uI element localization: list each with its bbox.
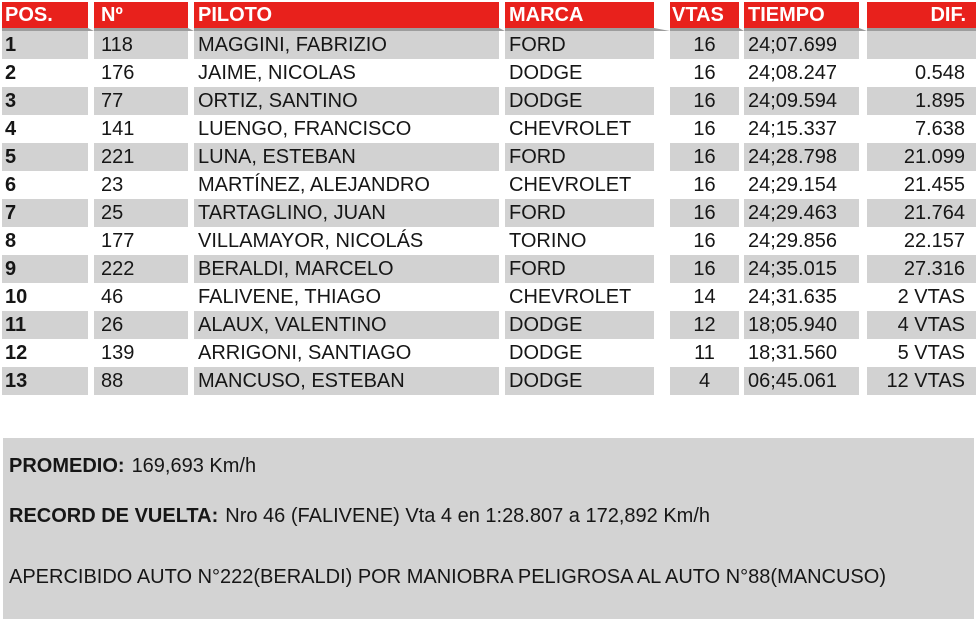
cell-num: 176: [94, 59, 194, 87]
promedio-label: PROMEDIO:: [9, 455, 125, 477]
table-row: [2, 227, 976, 255]
cell-tiempo: 24;08.247: [744, 59, 867, 87]
cell-vtas: 16: [670, 255, 744, 283]
record-label: RECORD DE VUELTA:: [9, 505, 219, 527]
cell-num: 88: [94, 367, 194, 395]
cell-piloto: FALIVENE, THIAGO: [194, 283, 505, 311]
cell-tiempo: 24;29.856: [744, 227, 867, 255]
col-header-tiempo: TIEMPO: [744, 2, 867, 31]
cell-pos: 5: [2, 143, 94, 171]
cell-piloto: TARTAGLINO, JUAN: [194, 199, 505, 227]
table-row: [2, 87, 976, 115]
cell-tiempo: 24;07.699: [744, 31, 867, 59]
cell-num: 139: [94, 339, 194, 367]
cell-pos: 9: [2, 255, 94, 283]
cell-vtas: 4: [670, 367, 744, 395]
cell-piloto: ORTIZ, SANTINO: [194, 87, 505, 115]
cell-vtas: 14: [670, 283, 744, 311]
cell-marca: FORD: [505, 255, 670, 283]
cell-marca: FORD: [505, 143, 670, 171]
cell-num: 221: [94, 143, 194, 171]
cell-vtas: 16: [670, 115, 744, 143]
record-line: [9, 505, 968, 528]
cell-dif: 1.895: [867, 87, 976, 115]
table-row: [2, 171, 976, 199]
cell-marca: FORD: [505, 199, 670, 227]
promedio-line: [9, 455, 968, 478]
cell-num: 77: [94, 87, 194, 115]
cell-piloto: BERALDI, MARCELO: [194, 255, 505, 283]
cell-tiempo: 24;09.594: [744, 87, 867, 115]
cell-num: 177: [94, 227, 194, 255]
col-header-dif: DIF.: [867, 2, 976, 31]
cell-dif: 21.099: [867, 143, 976, 171]
cell-marca: CHEVROLET: [505, 115, 670, 143]
cell-pos: 1: [2, 31, 94, 59]
cell-dif: 12 VTAS: [867, 367, 976, 395]
cell-num: 26: [94, 311, 194, 339]
cell-num: 222: [94, 255, 194, 283]
cell-piloto: LUENGO, FRANCISCO: [194, 115, 505, 143]
cell-vtas: 16: [670, 227, 744, 255]
cell-dif: 4 VTAS: [867, 311, 976, 339]
cell-dif: 27.316: [867, 255, 976, 283]
cell-vtas: 16: [670, 59, 744, 87]
cell-piloto: MANCUSO, ESTEBAN: [194, 367, 505, 395]
cell-tiempo: 18;05.940: [744, 311, 867, 339]
cell-pos: 7: [2, 199, 94, 227]
cell-marca: CHEVROLET: [505, 171, 670, 199]
cell-piloto: JAIME, NICOLAS: [194, 59, 505, 87]
cell-vtas: 16: [670, 171, 744, 199]
record-value: Nro 46 (FALIVENE) Vta 4 en 1:28.807 a 172,892 Km/h: [225, 505, 711, 527]
cell-dif: 7.638: [867, 115, 976, 143]
cell-marca: DODGE: [505, 311, 670, 339]
table-row: [2, 199, 976, 227]
results-table-head: [2, 2, 976, 31]
cell-piloto: MAGGINI, FABRIZIO: [194, 31, 505, 59]
cell-marca: TORINO: [505, 227, 670, 255]
cell-tiempo: 06;45.061: [744, 367, 867, 395]
cell-piloto: MARTÍNEZ, ALEJANDRO: [194, 171, 505, 199]
cell-marca: CHEVROLET: [505, 283, 670, 311]
cell-vtas: 16: [670, 31, 744, 59]
col-header-num: Nº: [94, 2, 194, 31]
cell-num: 25: [94, 199, 194, 227]
col-header-piloto: PILOTO: [194, 2, 505, 31]
results-table-body: [2, 31, 976, 395]
cell-pos: 12: [2, 339, 94, 367]
cell-pos: 8: [2, 227, 94, 255]
cell-num: 118: [94, 31, 194, 59]
col-header-marca: MARCA: [505, 2, 670, 31]
cell-dif: 21.455: [867, 171, 976, 199]
promedio-value: 169,693 Km/h: [131, 455, 257, 477]
cell-pos: 3: [2, 87, 94, 115]
table-row: [2, 283, 976, 311]
col-header-pos: POS.: [2, 2, 94, 31]
table-row: [2, 367, 976, 395]
cell-tiempo: 24;15.337: [744, 115, 867, 143]
cell-pos: 2: [2, 59, 94, 87]
results-table: [2, 2, 976, 395]
cell-tiempo: 24;29.154: [744, 171, 867, 199]
cell-tiempo: 24;29.463: [744, 199, 867, 227]
col-header-vtas: VTAS: [670, 2, 744, 31]
cell-pos: 6: [2, 171, 94, 199]
cell-marca: DODGE: [505, 87, 670, 115]
cell-pos: 4: [2, 115, 94, 143]
table-row: [2, 115, 976, 143]
notes-box: [3, 438, 974, 619]
cell-tiempo: 24;35.015: [744, 255, 867, 283]
cell-piloto: VILLAMAYOR, NICOLÁS: [194, 227, 505, 255]
cell-num: 23: [94, 171, 194, 199]
cell-tiempo: 18;31.560: [744, 339, 867, 367]
cell-marca: DODGE: [505, 59, 670, 87]
cell-pos: 11: [2, 311, 94, 339]
cell-tiempo: 24;31.635: [744, 283, 867, 311]
cell-vtas: 12: [670, 311, 744, 339]
apercibido-line: APERCIBIDO AUTO N°222(BERALDI) POR MANIOBRA PELIGROSA AL AUTO N°88(MANCUSO): [9, 566, 886, 588]
cell-piloto: ARRIGONI, SANTIAGO: [194, 339, 505, 367]
cell-dif: 22.157: [867, 227, 976, 255]
cell-num: 46: [94, 283, 194, 311]
header-row: [2, 2, 976, 31]
cell-piloto: ALAUX, VALENTINO: [194, 311, 505, 339]
cell-dif: 0.548: [867, 59, 976, 87]
cell-pos: 10: [2, 283, 94, 311]
table-row: [2, 31, 976, 59]
cell-tiempo: 24;28.798: [744, 143, 867, 171]
cell-dif: 21.764: [867, 199, 976, 227]
cell-piloto: LUNA, ESTEBAN: [194, 143, 505, 171]
cell-marca: DODGE: [505, 367, 670, 395]
cell-num: 141: [94, 115, 194, 143]
table-row: [2, 339, 976, 367]
table-row: [2, 255, 976, 283]
cell-marca: DODGE: [505, 339, 670, 367]
table-row: [2, 59, 976, 87]
cell-dif: 5 VTAS: [867, 339, 976, 367]
cell-vtas: 16: [670, 87, 744, 115]
table-row: [2, 311, 976, 339]
cell-dif: [867, 31, 976, 59]
cell-pos: 13: [2, 367, 94, 395]
cell-dif: 2 VTAS: [867, 283, 976, 311]
cell-vtas: 11: [670, 339, 744, 367]
cell-marca: FORD: [505, 31, 670, 59]
cell-vtas: 16: [670, 199, 744, 227]
table-row: [2, 143, 976, 171]
cell-vtas: 16: [670, 143, 744, 171]
